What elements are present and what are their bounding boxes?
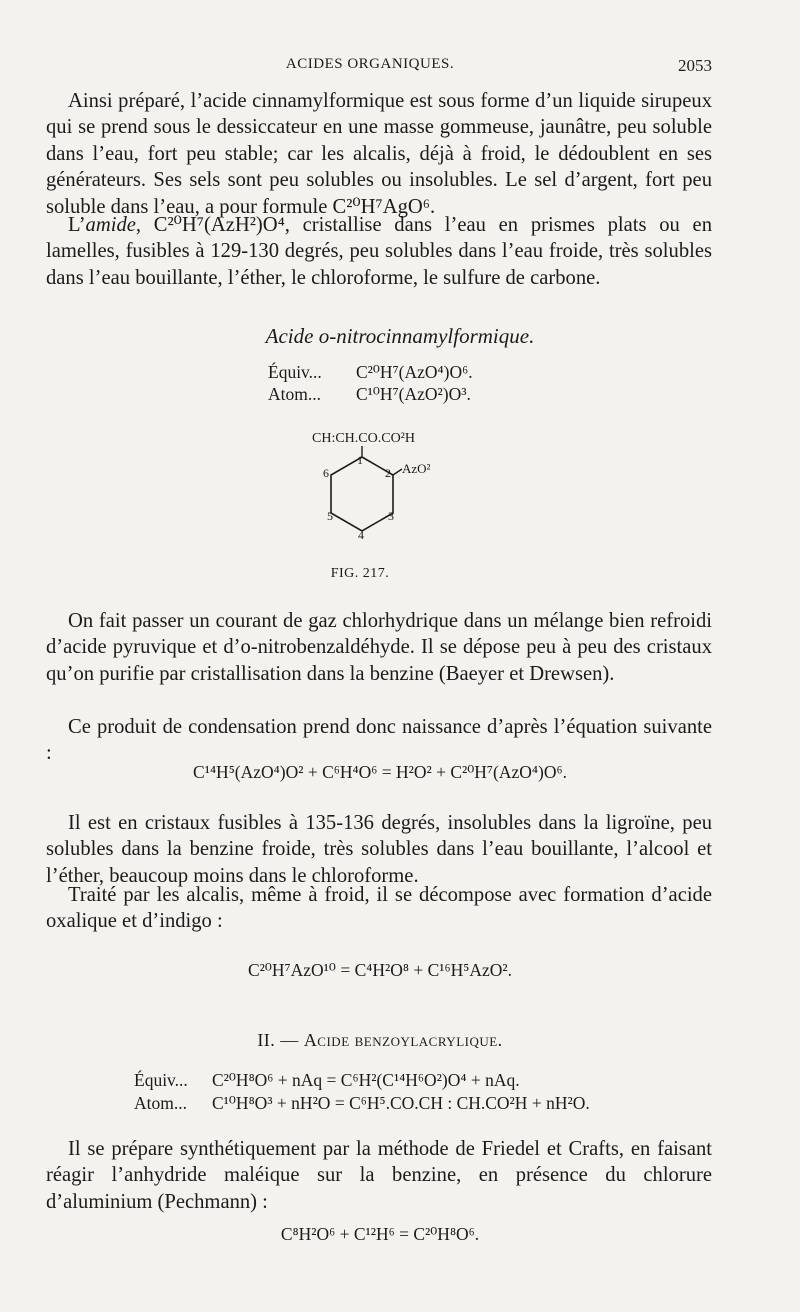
ring-position-2: 2 <box>385 466 391 480</box>
ring-position-5: 5 <box>327 509 333 523</box>
paragraph-condensation <box>46 714 712 767</box>
paragraph-text: Il se prépare synthétiquement par la méthode de Friedel et Crafts, en faisant réagir l’anhydride maléique sur la benzine, en présence du chlorure d’aluminium (Pechmann) : <box>46 1138 712 1213</box>
benzene-hexagon <box>331 457 393 531</box>
amide-term: amide <box>85 214 136 236</box>
atom-label: Atom... <box>134 1093 187 1113</box>
ring-position-6: 6 <box>323 466 329 480</box>
page-number: 2053 <box>678 56 712 75</box>
atom-formula-line-b <box>134 1093 590 1114</box>
paragraph-properties <box>46 810 712 889</box>
atom-formula: C¹⁰H⁷(AzO²)O³. <box>356 384 471 404</box>
paragraph-text: Il est en cristaux fusibles à 135-136 degrés, insolubles dans la ligroïne, peu solubles dans la benzine froide, très solubles dans l’eau bouillante, l’alcool et l’éther, beaucoup moins dans le chloroforme. <box>46 812 712 887</box>
figure-caption: FIG. 217. <box>330 566 390 581</box>
ring-position-4: 4 <box>358 528 364 542</box>
equation-condensation: C¹⁴H⁵(AzO⁴)O² + C⁶H⁴O⁶ = H²O² + C²⁰H⁷(AzO⁴)O⁶. <box>193 762 567 782</box>
atom-label: Atom... <box>268 384 321 404</box>
equation-benzoyl: C⁸H²O⁶ + C¹²H⁶ = C²⁰H⁸O⁶. <box>280 1224 480 1244</box>
equiv-formula: C²⁰H⁷(AzO⁴)O⁶. <box>356 362 473 382</box>
ring-position-3: 3 <box>388 509 394 523</box>
atom-formula: C¹⁰H⁸O³ + nH²O = C⁶H⁵.CO.CH : CH.CO²H + nH²O. <box>212 1093 590 1113</box>
paragraph-text: Traité par les alcalis, même à froid, il se décompose avec formation d’acide oxalique et d’indigo : <box>46 884 712 933</box>
section-name: Acide benzoylacrylique. <box>303 1030 503 1050</box>
paragraph-text: Ainsi préparé, l’acide cinnamylformique est sous forme d’un liquide sirupeux qui se prend sous le dessiccateur en une masse gommeuse, jaunâtre, peu soluble dans l’eau, fort peu stable; car les alcalis, déjà à froid, le dédoublent en ses générateurs. Ses sels sont peu solubles ou insolubles. Le sel d’argent, fort peu soluble dans l’eau, a pour formule C²⁰H⁷AgO⁶. <box>46 90 712 218</box>
paragraph-synthesis <box>46 608 712 687</box>
section-title-benzoyl <box>0 1030 760 1051</box>
benzene-ring-figure <box>290 424 490 584</box>
paragraph-friedel-crafts <box>46 1136 712 1215</box>
paragraph-amide <box>46 212 712 291</box>
equiv-formula-line-b <box>134 1070 520 1091</box>
running-head <box>0 56 800 80</box>
equiv-formula: C²⁰H⁸O⁶ + nAq = C⁶H²(C¹⁴H⁶O²)O⁴ + nAq. <box>212 1070 520 1090</box>
paragraph-preparation <box>46 88 712 220</box>
equiv-label: Équiv... <box>134 1070 188 1090</box>
atom-formula-line <box>268 384 471 405</box>
equiv-label: Équiv... <box>268 362 322 382</box>
paragraph-text: On fait passer un courant de gaz chlorhydrique dans un mélange bien refroidi d’acide pyruvique et d’o-nitrobenzaldéhyde. Il se dépose peu à peu des cristaux qu’on purifie par cristallisation dans la benzine (Baeyer et Drewsen). <box>46 610 712 685</box>
paragraph-text: Ce produit de condensation prend donc naissance d’après l’équation suivante : <box>46 716 712 765</box>
paragraph-text: L’amide, C²⁰H⁷(AzH²)O⁴, cristallise dans l’eau en prismes plats ou en lamelles, fusibles à 129-130 degrés, peu solubles dans l’eau froide, très solubles dans l’eau bouillante, l’éther, le chloroforme, le sulfure de carbone. <box>46 214 712 289</box>
section-title-nitro: Acide o-nitrocinnamylformique. <box>265 324 535 348</box>
nitro-substituent: AzO² <box>402 461 431 476</box>
equation-decomposition: C²⁰H⁷AzO¹⁰ = C⁴H²O⁸ + C¹⁶H⁵AzO². <box>247 960 513 980</box>
paragraph-alkali <box>46 882 712 935</box>
section-number: II. — <box>257 1030 299 1050</box>
running-title: ACIDES ORGANIQUES. <box>285 56 455 72</box>
side-chain-label: CH:CH.CO.CO²H <box>312 431 415 446</box>
equiv-formula-line <box>268 362 473 383</box>
ring-position-1: 1 <box>357 453 363 467</box>
